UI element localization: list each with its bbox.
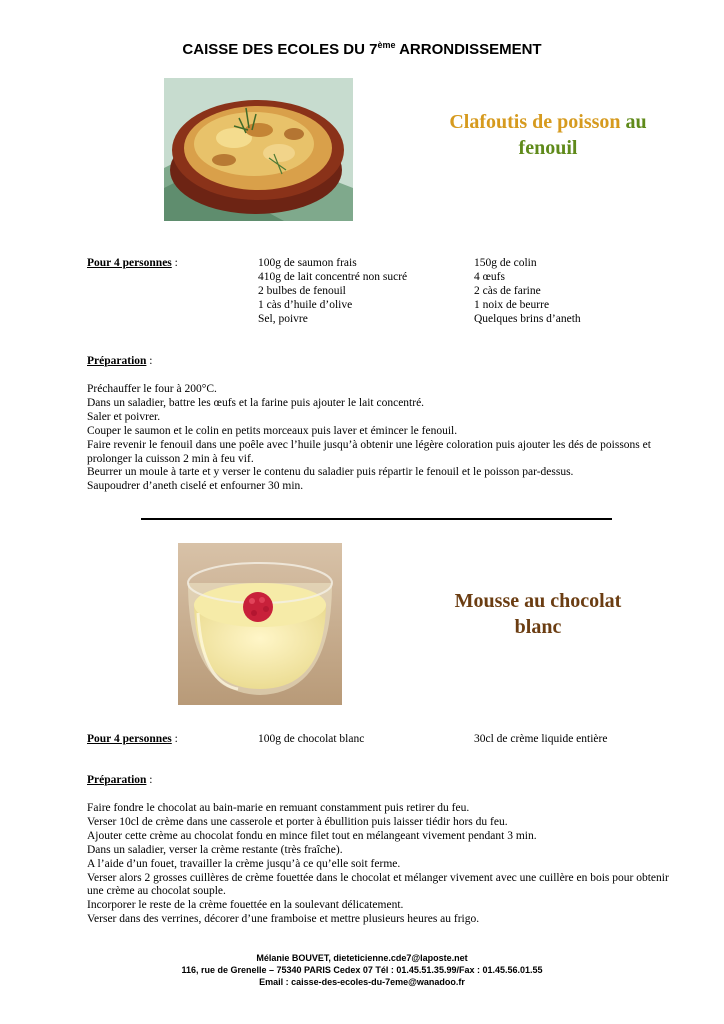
mousse-prep-heading [87,774,152,788]
mousse-servings-label: Pour 4 personnes [87,733,172,745]
ingredient-item: 4 œufs [474,270,505,283]
mousse-prep-label: Préparation [87,774,147,786]
prep-step: Saler et poivrer. [87,410,161,423]
header-title-start: CAISSE DES ECOLES DU 7 [182,41,378,58]
mousse-prep-colon: : [146,774,153,786]
mousse-photo [178,543,342,705]
page-header [0,40,724,58]
mousse-title-line2: blanc [514,616,562,638]
ingredient-item: 2 bulbes de fenouil [258,284,346,297]
clafoutis-title [400,109,696,161]
clafoutis-servings [87,257,178,271]
page-footer [0,952,724,988]
prep-step: Verser 10cl de crème dans une casserole et porter à ébullition puis laisser tiédir hors du feu. [87,815,508,828]
clafoutis-title-part2: au [625,111,647,133]
prep-step: Beurrer un moule à tarte et y verser le contenu du saladier puis répartir le fenouil et le poisson par-dessus. [87,466,574,479]
clafoutis-prep-label: Préparation [87,355,147,367]
clafoutis-title-part1: Clafoutis de poisson [449,111,621,133]
prep-step: Préchauffer le four à 200°C. [87,383,217,395]
prep-step: Dans un saladier, verser la crème restante (très fraîche). [87,843,343,856]
clafoutis-title-line2: fenouil [518,137,578,159]
ingredient-item: 2 càs de farine [474,284,541,297]
clafoutis-prep-colon: : [146,355,153,367]
footer-contact: Mélanie BOUVET, dieteticienne.cde7@laposte.net [256,953,468,963]
mousse-servings-colon: : [171,733,178,745]
mousse-servings [87,733,178,747]
clafoutis-ingredients-col1 [258,257,407,327]
section-divider [141,518,612,520]
ingredient-item: 1 càs d’huile d’olive [258,298,353,311]
prep-step: Dans un saladier, battre les œufs et la farine puis ajouter le lait concentré. [87,396,425,409]
ingredient-item: 410g de lait concentré non sucré [258,270,408,283]
header-title-end: ARRONDISSEMENT [395,41,542,58]
prep-step: Faire fondre le chocolat au bain-marie en remuant constamment puis retirer du feu. [87,802,470,814]
ingredient-item: 150g de colin [474,257,537,269]
mousse-ingredients-col1 [258,733,364,747]
header-title-sup: ème [377,40,396,50]
prep-step: Saupoudrer d’aneth ciselé et enfourner 30 min. [87,480,304,493]
prep-step: Ajouter cette crème au chocolat fondu en mince filet tout en mélangeant vivement pendant 3 min. [87,829,537,842]
prep-step: Faire revenir le fenouil dans une poêle avec l’huile jusqu’à obtenir une légère coloration puis ajouter les dés de poissons et prolonger la cuisson 2 min à feu vif. [87,438,651,465]
ingredient-item: Sel, poivre [258,312,308,325]
ingredient-item: 1 noix de beurre [474,298,550,311]
mousse-ingredients-col2 [474,733,607,747]
mousse-title [400,588,676,640]
footer-email: Email : caisse-des-ecoles-du-7eme@wanadoo.fr [259,977,465,987]
prep-step: Verser alors 2 grosses cuillères de crème fouettée dans le chocolat et mélanger vivement avec une cuillère en bois pour obtenir une crème au chocolat souple. [87,871,669,898]
mousse-steps [87,802,677,927]
footer-address: 116, rue de Grenelle – 75340 PARIS Cedex 07 Tél : 01.45.51.35.99/Fax : 01.45.56.01.55 [181,965,543,975]
clafoutis-servings-colon: : [171,257,178,269]
clafoutis-servings-label: Pour 4 personnes [87,257,172,269]
clafoutis-steps [87,383,667,494]
clafoutis-photo [164,78,353,221]
ingredient-item: Quelques brins d’aneth [474,312,581,325]
prep-step: Couper le saumon et le colin en petits morceaux puis laver et émincer le fenouil. [87,424,458,437]
clafoutis-prep-heading [87,355,152,369]
prep-step: A l’aide d’un fouet, travailler la crème jusqu’à ce qu’elle soit ferme. [87,857,401,870]
ingredient-item: 30cl de crème liquide entière [474,733,608,745]
prep-step: Incorporer le reste de la crème fouettée en la soulevant délicatement. [87,899,404,912]
clafoutis-title-line1 [400,109,696,135]
ingredient-item: 100g de chocolat blanc [258,733,365,745]
prep-step: Verser dans des verrines, décorer d’une framboise et mettre plusieurs heures au frigo. [87,913,480,926]
mousse-title-line1: Mousse au chocolat [454,590,622,612]
ingredient-item: 100g de saumon frais [258,257,357,269]
clafoutis-ingredients-col2 [474,257,581,327]
